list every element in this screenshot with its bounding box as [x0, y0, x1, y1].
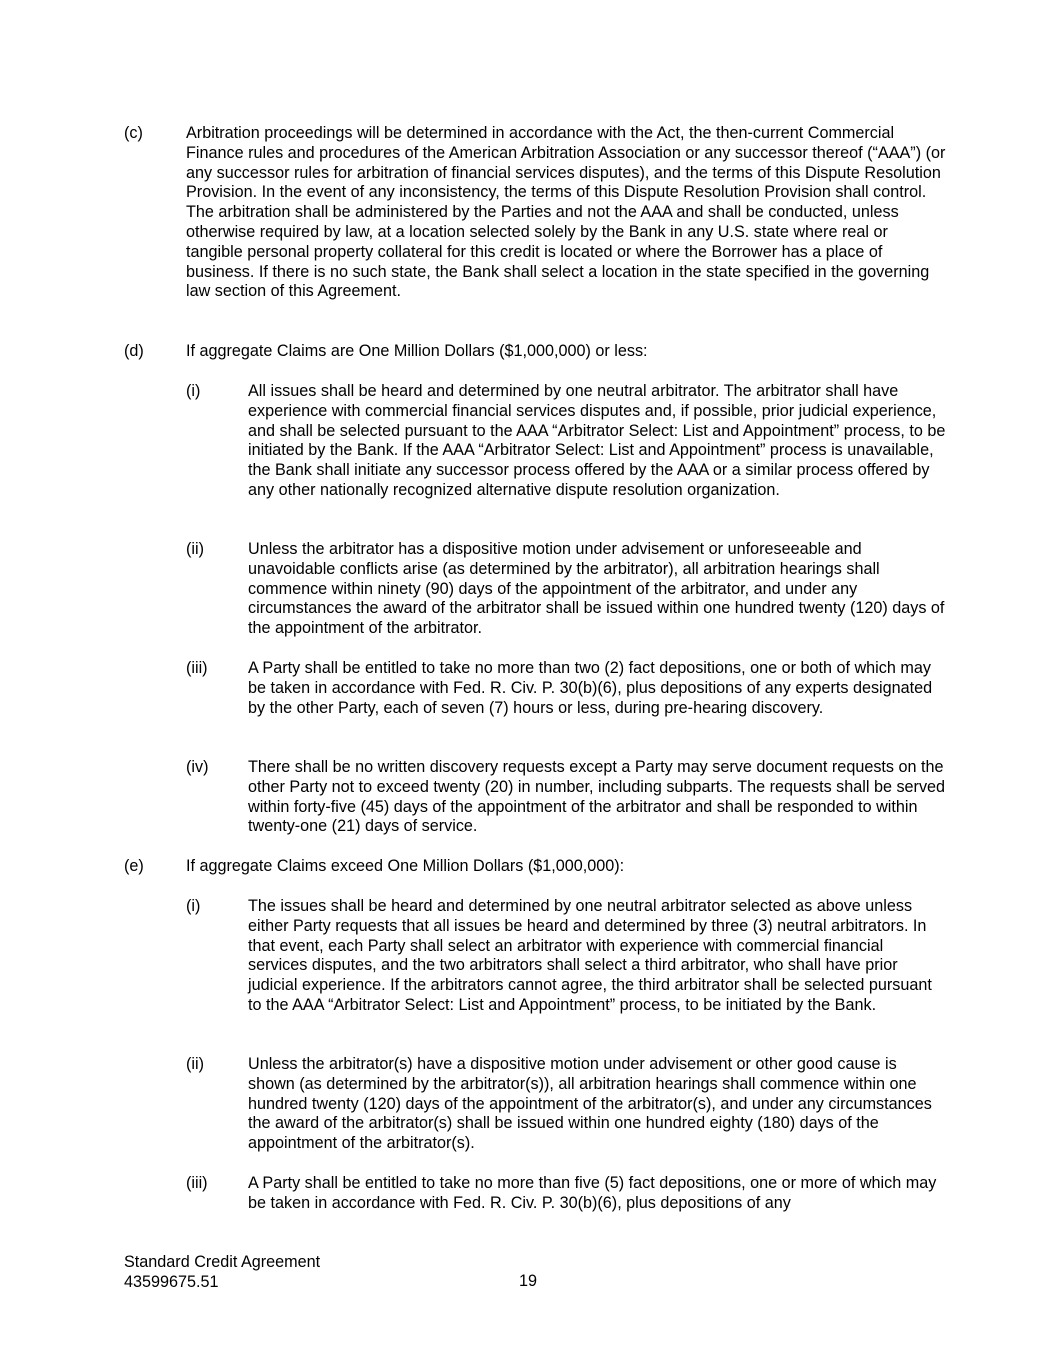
section-d-label: (d) [124, 342, 144, 360]
section-e-item-iii-label: (iii) [186, 1174, 208, 1192]
section-d-item-i-text: All issues shall be heard and determined by one neutral arbitrator. The arbitrator shall have experience with commercial financial services disputes and, if possible, prior judicial experience, and shall be selected pursuant to the AAA “Arbitrator Select: List and Appointment” process, to be initiated by the Bank. If the AAA “Arbitrator Select: List and Appointment” process is unavailable, the Bank shall initiate any successor process offered by the AAA or a similar process offered by any other nationally recognized alternative dispute resolution organization. [248, 382, 946, 499]
section-d-item-iii-label: (iii) [186, 659, 208, 677]
footer-doc-number: 43599675.51 [124, 1272, 219, 1291]
section-e-label: (e) [124, 857, 144, 875]
section-d-item-ii-label: (ii) [186, 540, 204, 558]
section-e-item-iii-text: A Party shall be entitled to take no more than five (5) fact depositions, one or more of which may be taken in accordance with Fed. R. Civ. P. 30(b)(6), plus depositions of any [248, 1174, 937, 1212]
section-e-item-i-label: (i) [186, 897, 201, 915]
section-e-item-ii-text: Unless the arbitrator(s) have a dispositive motion under advisement or other good cause is shown (as determined by the arbitrator(s)), all arbitration hearings shall commence within one hundred twenty (120) days of the appointment of the arbitrator(s), and under any circumstances the award of the arbitrator(s) shall be issued within one hundred eighty (180) days of the appointment of the arbitrator(s). [248, 1055, 932, 1153]
section-c-text: Arbitration proceedings will be determined in accordance with the Act, the then-current Commercial Finance rules and procedures of the American Arbitration Association or any successor thereof (“AAA”) (or any successor rules for arbitration of financial services disputes), and the terms of this Dispute Resolution Provision. In the event of any inconsistency, the terms of this Dispute Resolution Provision shall control. The arbitration shall be administered by the Parties and not the AAA and shall be conducted, unless otherwise required by law, at a location selected solely by the Bank in any U.S. state where real or tangible personal property collateral for this credit is located or where the Borrower has a place of business. If there is no such state, the Bank shall select a location in the state specified in the governing law section of this Agreement. [186, 124, 946, 301]
section-d-item-iii-text: A Party shall be entitled to take no more than two (2) fact depositions, one or both of which may be taken in accordance with Fed. R. Civ. P. 30(b)(6), plus depositions of any experts designated by the other Party, each of seven (7) hours or less, during pre-hearing discovery. [248, 659, 933, 717]
section-e-text: If aggregate Claims exceed One Million Dollars ($1,000,000): [186, 857, 625, 875]
section-d-item-iv-text: There shall be no written discovery requests except a Party may serve document requests on the other Party not to exceed twenty (20) in number, including subparts. The requests shall be served within forty-five (45) days of the appointment of the arbitrator and shall be responded to within twenty-one (21) days of service. [248, 758, 946, 836]
section-d-text: If aggregate Claims are One Million Dollars ($1,000,000) or less: [186, 342, 648, 360]
section-e-item-ii-label: (ii) [186, 1055, 204, 1073]
section-d-item-ii-text: Unless the arbitrator has a dispositive motion under advisement or unforeseeable and unavoidable conflicts arise (as determined by the arbitrator), all arbitration hearings shall commence within ninety (90) days of the appointment of the arbitrator, and under any circumstances the award of the arbitrator shall be issued within one hundred twenty (120) days of the appointment of the arbitrator. [248, 540, 945, 638]
section-c-label: (c) [124, 124, 143, 142]
section-d-item-i-label: (i) [186, 382, 201, 400]
section-e-item-i-text: The issues shall be heard and determined by one neutral arbitrator selected as above unless either Party requests that all issues be heard and determined by three (3) neutral arbitrators. In that event, each Party shall select an arbitrator with experience with commercial financial services disputes, and the two arbitrators shall select a third arbitrator, who shall have prior judicial experience. If the arbitrators cannot agree, the third arbitrator shall be selected pursuant to the AAA “Arbitrator Select: List and Appointment” process, to be initiated by the Bank. [248, 897, 932, 1014]
page-number: 19 [519, 1272, 538, 1290]
footer-title: Standard Credit Agreement [124, 1253, 321, 1271]
footer [124, 1253, 320, 1292]
section-d-item-iv-label: (iv) [186, 758, 209, 776]
